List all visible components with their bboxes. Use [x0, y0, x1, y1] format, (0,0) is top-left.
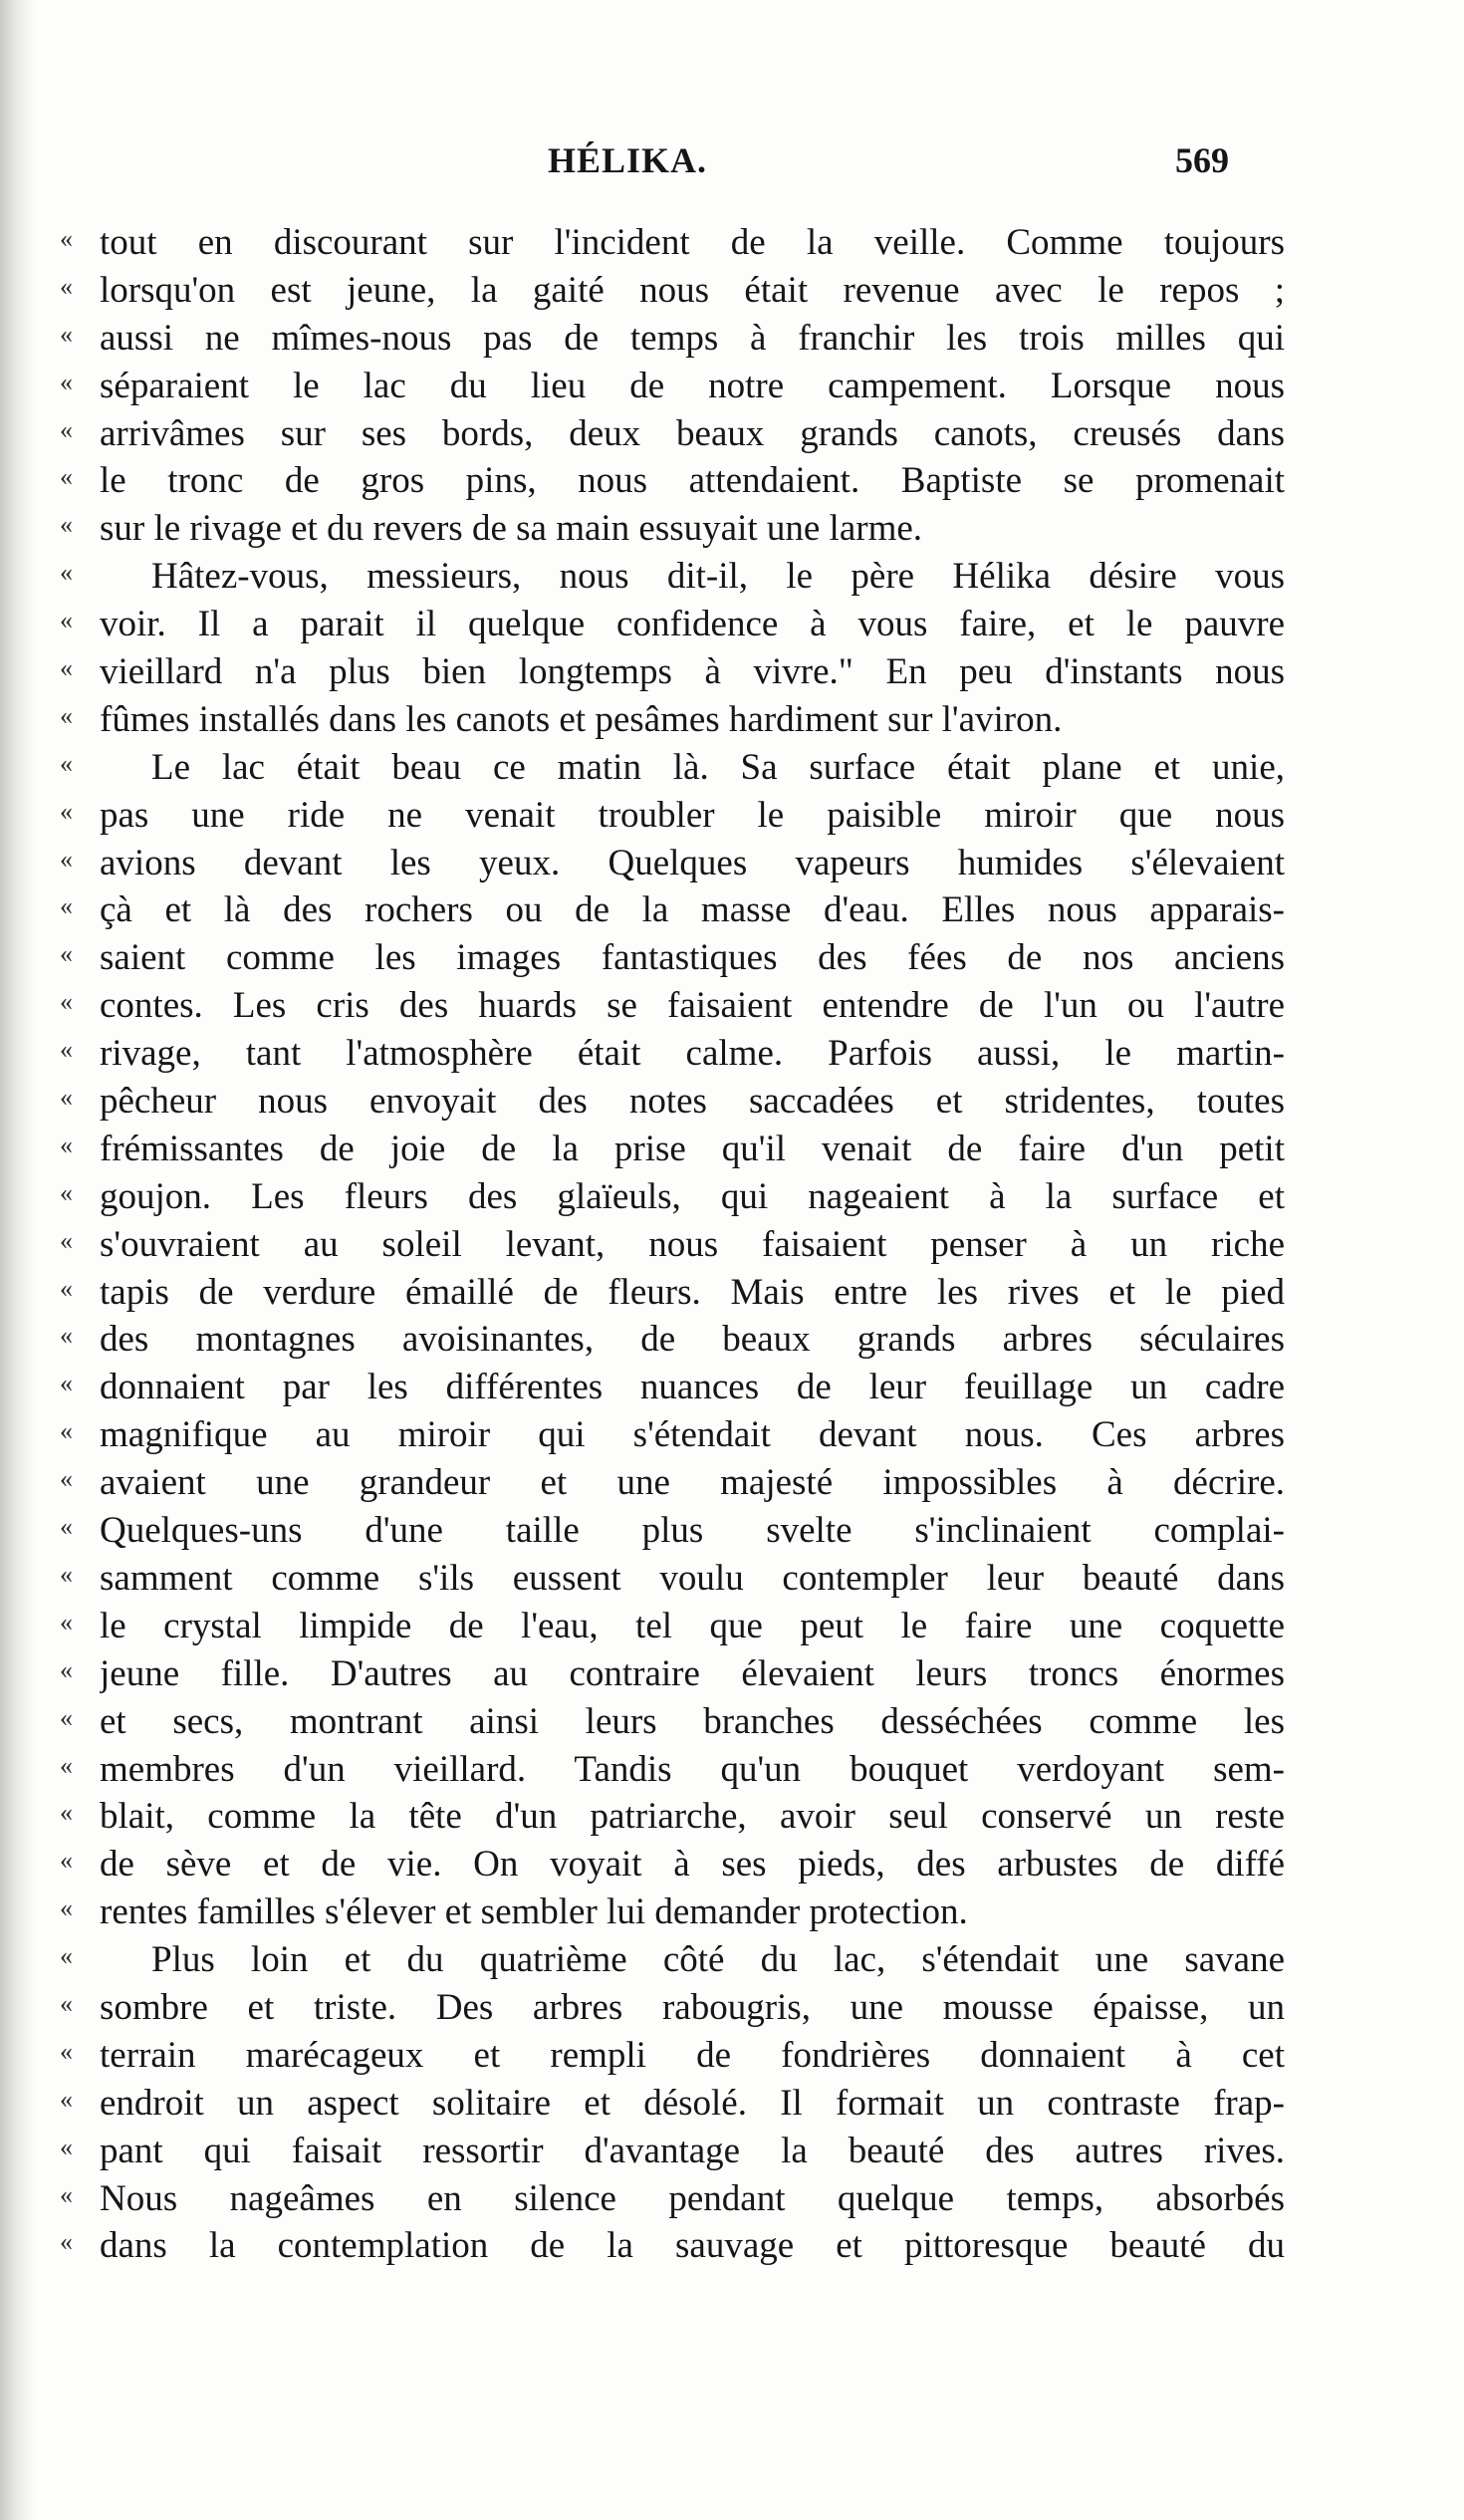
text-line [60, 2032, 1285, 2080]
line-text: s'ouvraient au soleil levant, nous faisaient penser à un riche [100, 1223, 1285, 1265]
line-text: séparaient le lac du lieu de notre campement. Lorsque nous [100, 365, 1285, 406]
quotation-mark: « [60, 1798, 73, 1828]
quotation-mark: « [60, 2036, 73, 2066]
quotation-mark: « [60, 271, 73, 301]
quotation-mark: « [60, 1702, 73, 1732]
quotation-mark: « [60, 2227, 73, 2257]
quotation-mark: « [60, 1988, 73, 2018]
line-text: dans la contemplation de la sauvage et pittoresque beauté du [100, 2225, 1285, 2267]
line-text: jeune fille. D'autres au contraire élevaient leurs troncs énormes [100, 1652, 1285, 1694]
text-line [60, 363, 1285, 410]
text-line [60, 553, 1285, 601]
quotation-mark: « [60, 224, 73, 253]
quotation-mark: « [60, 700, 73, 730]
text-line [60, 934, 1285, 982]
line-text: contes. Les cris des huards se faisaient entendre de l'un ou l'autre [100, 985, 1285, 1027]
quotation-mark: « [60, 1083, 73, 1113]
text-line [60, 1030, 1285, 1078]
quotation-mark: « [60, 987, 73, 1017]
line-text: magnifique au miroir qui s'étendait devant nous. Ces arbres [100, 1414, 1285, 1456]
line-text: pas une ride ne venait troubler le paisible miroir que nous [100, 794, 1285, 836]
line-text: Plus loin et du quatrième côté du lac, s'étendait une savane [151, 1939, 1285, 1981]
text-line [60, 744, 1285, 792]
line-text: des montagnes avoisinantes, de beaux grands arbres séculaires [100, 1319, 1285, 1361]
text-line [60, 2080, 1285, 2128]
page-header [0, 139, 1464, 189]
text-line [60, 2222, 1285, 2270]
text-line [60, 410, 1285, 458]
quotation-mark: « [60, 1941, 73, 1971]
quotation-mark: « [60, 1369, 73, 1398]
line-text: blait, comme la tête d'un patriarche, avoir seul conservé un reste [100, 1796, 1285, 1838]
text-line [60, 1411, 1285, 1459]
text-line [60, 1698, 1285, 1746]
quotation-mark: « [60, 462, 73, 492]
text-line [60, 1936, 1285, 1984]
quotation-mark: « [60, 1846, 73, 1876]
line-text: Le lac était beau ce matin là. Sa surface était plane et unie, [151, 746, 1285, 788]
line-text: membres d'un vieillard. Tandis qu'un bouquet verdoyant sem- [100, 1748, 1285, 1790]
line-text: rivage, tant l'atmosphère était calme. Parfois aussi, le martin- [100, 1033, 1285, 1075]
text-line [60, 1126, 1285, 1173]
text-line [60, 2128, 1285, 2175]
text-line [60, 1984, 1285, 2032]
quotation-mark: « [60, 367, 73, 396]
page-number: 569 [1175, 140, 1229, 180]
text-line [60, 1555, 1285, 1603]
page-edge-shadow [0, 0, 36, 2520]
quotation-mark: « [60, 319, 73, 349]
quotation-mark: « [60, 1416, 73, 1446]
quotation-mark: « [60, 1273, 73, 1303]
text-line [60, 1459, 1285, 1507]
line-text: samment comme s'ils eussent voulu contempler leur beauté dans [100, 1557, 1285, 1599]
line-text: aussi ne mîmes-nous pas de temps à franchir les trois milles qui [100, 317, 1285, 359]
text-line [60, 1173, 1285, 1221]
quotation-mark: « [60, 796, 73, 826]
text-line [60, 315, 1285, 363]
line-text: goujon. Les fleurs des glaïeuls, qui nageaient à la surface et [100, 1175, 1285, 1217]
quotation-mark: « [60, 1750, 73, 1780]
line-text: endroit un aspect solitaire et désolé. Il formait un contraste frap- [100, 2082, 1285, 2124]
text-line [60, 1078, 1285, 1126]
text-line [60, 1364, 1285, 1411]
text-line [60, 1650, 1285, 1698]
quotation-mark: « [60, 414, 73, 444]
quotation-mark: « [60, 1464, 73, 1494]
line-text: et secs, montrant ainsi leurs branches desséchées comme les [100, 1700, 1285, 1742]
quotation-mark: « [60, 2179, 73, 2209]
line-text: pant qui faisait ressortir d'avantage la beauté des autres rives. [100, 2130, 1285, 2171]
text-line [60, 601, 1285, 648]
quotation-mark: « [60, 1607, 73, 1637]
quotation-mark: « [60, 891, 73, 921]
quotation-mark: « [60, 606, 73, 635]
text-line [60, 1889, 1285, 1936]
line-text: frémissantes de joie de la prise qu'il venait de faire d'un petit [100, 1128, 1285, 1169]
text-line [60, 696, 1285, 744]
quotation-mark: « [60, 1654, 73, 1684]
text-line [60, 1841, 1285, 1889]
line-text: fûmes installés dans les canots et pesâmes hardiment sur l'aviron. [100, 698, 1063, 740]
line-text: donnaient par les différentes nuances de leur feuillage un cadre [100, 1367, 1285, 1408]
line-text: sombre et triste. Des arbres rabougris, une mousse épaisse, un [100, 1986, 1285, 2028]
body-text [60, 219, 1285, 2270]
text-line [60, 886, 1285, 934]
quotation-mark: « [60, 1893, 73, 1923]
line-text: pêcheur nous envoyait des notes saccadées et stridentes, toutes [100, 1081, 1285, 1123]
line-text: lorsqu'on est jeune, la gaité nous était revenue avec le repos ; [100, 269, 1285, 311]
line-text: terrain marécageux et rempli de fondrières donnaient à cet [100, 2034, 1285, 2076]
quotation-mark: « [60, 1512, 73, 1542]
quotation-mark: « [60, 939, 73, 969]
line-text: tapis de verdure émaillé de fleurs. Mais entre les rives et le pied [100, 1271, 1285, 1313]
line-text: de sève et de vie. On voyait à ses pieds, des arbustes de diffé [100, 1844, 1285, 1886]
text-line [60, 1793, 1285, 1841]
line-text: Nous nageâmes en silence pendant quelque temps, absorbés [100, 2177, 1285, 2219]
text-line [60, 457, 1285, 505]
text-line [60, 1316, 1285, 1364]
line-text: arrivâmes sur ses bords, deux beaux grands canots, creusés dans [100, 412, 1285, 454]
text-line [60, 219, 1285, 267]
quotation-mark: « [60, 1130, 73, 1159]
quotation-mark: « [60, 1559, 73, 1589]
text-line [60, 505, 1285, 553]
quotation-mark: « [60, 510, 73, 540]
line-text: rentes familles s'élever et sembler lui demander protection. [100, 1891, 968, 1933]
line-text: le tronc de gros pins, nous attendaient. Baptiste se promenait [100, 460, 1285, 502]
text-line [60, 648, 1285, 696]
text-line [60, 1603, 1285, 1650]
quotation-mark: « [60, 844, 73, 874]
line-text: çà et là des rochers ou de la masse d'eau. Elles nous apparais- [100, 889, 1285, 931]
line-text: le crystal limpide de l'eau, tel que peut le faire une coquette [100, 1605, 1285, 1646]
text-line [60, 792, 1285, 840]
text-line [60, 982, 1285, 1030]
quotation-mark: « [60, 748, 73, 778]
line-text: Hâtez-vous, messieurs, nous dit-il, le père Hélika désire vous [151, 556, 1285, 598]
line-text: avaient une grandeur et une majesté impossibles à décrire. [100, 1462, 1285, 1504]
running-title: HÉLIKA. [548, 140, 708, 180]
line-text: voir. Il a parait il quelque confidence à vous faire, et le pauvre [100, 604, 1285, 645]
text-line [60, 2175, 1285, 2223]
text-line [60, 840, 1285, 887]
text-line [60, 1746, 1285, 1794]
text-line [60, 1269, 1285, 1317]
line-text: avions devant les yeux. Quelques vapeurs humides s'élevaient [100, 842, 1285, 883]
text-line [60, 1507, 1285, 1555]
quotation-mark: « [60, 1177, 73, 1207]
quotation-mark: « [60, 1321, 73, 1351]
quotation-mark: « [60, 558, 73, 588]
quotation-mark: « [60, 1225, 73, 1255]
quotation-mark: « [60, 2084, 73, 2114]
line-text: Quelques-uns d'une taille plus svelte s'inclinaient complai- [100, 1510, 1285, 1552]
line-text: saient comme les images fantastiques des fées de nos anciens [100, 937, 1285, 979]
line-text: tout en discourant sur l'incident de la veille. Comme toujours [100, 222, 1285, 263]
text-line [60, 267, 1285, 315]
quotation-mark: « [60, 653, 73, 683]
text-line [60, 1221, 1285, 1269]
line-text: sur le rivage et du revers de sa main essuyait une larme. [100, 508, 923, 550]
quotation-mark: « [60, 2132, 73, 2161]
line-text: vieillard n'a plus bien longtemps à vivre." En peu d'instants nous [100, 651, 1285, 693]
quotation-mark: « [60, 1035, 73, 1065]
